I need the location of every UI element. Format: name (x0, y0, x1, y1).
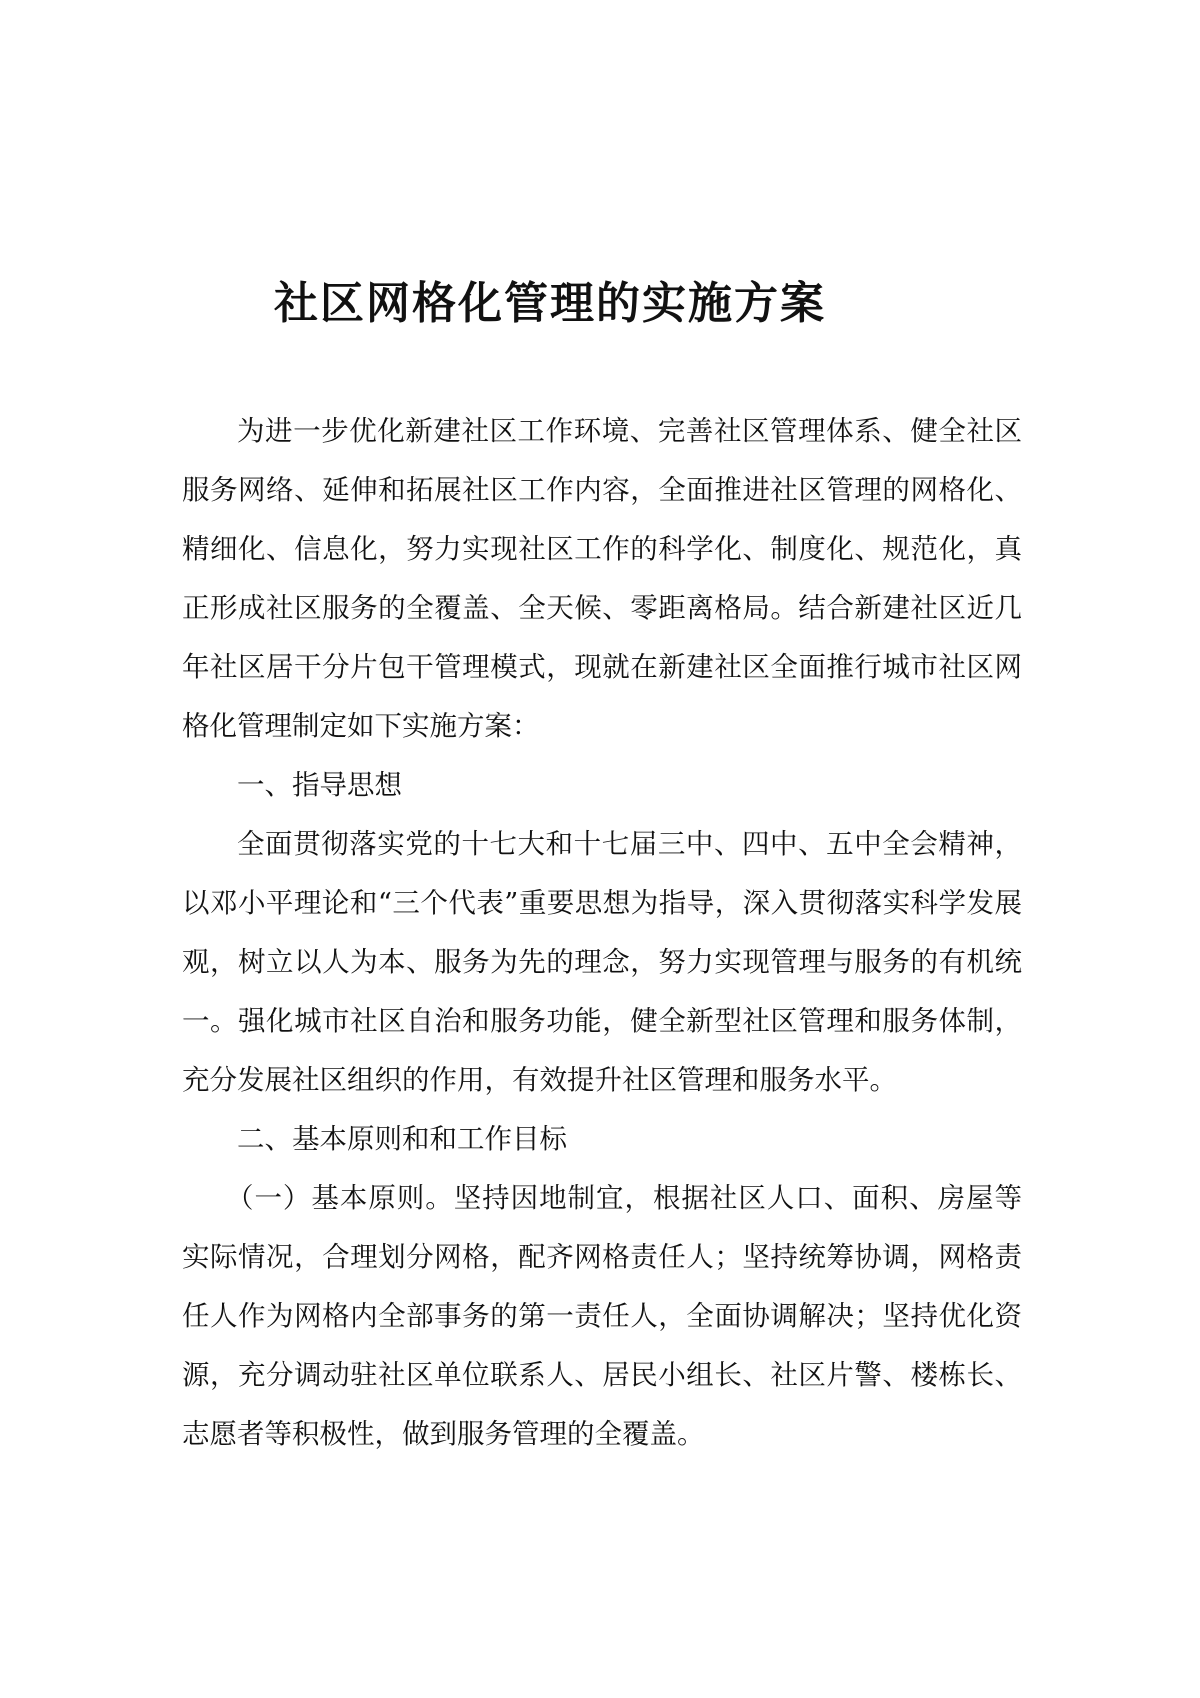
section-heading-guiding-ideology: 一、指导思想 (237, 769, 402, 801)
basic-principles-paragraph: （一）基本原则。坚持因地制宜，根据社区人口、面积、房屋等实际情况，合理划分网格，配齐网格责任人；坚持统筹协调，网格责任人作为网格内全部事务的第一责任人，全面协调解决；坚持优化资源，充分调动驻社区单位联系人、居民小组长、社区片警、楼栋长、志愿者等积极性，做到服务管理的全覆盖。 (182, 1182, 1022, 1450)
intro-paragraph: 为进一步优化新建社区工作环境、完善社区管理体系、健全社区服务网络、延伸和拓展社区工作内容，全面推进社区管理的网格化、精细化、信息化，努力实现社区工作的科学化、制度化、规范化，真正形成社区服务的全覆盖、全天候、零距离格局。结合新建社区近几年社区居干分片包干管理模式，现就在新建社区全面推行城市社区网格化管理制定如下实施方案： (182, 415, 1022, 742)
guiding-ideology-paragraph: 全面贯彻落实党的十七大和十七届三中、四中、五中全会精神，以邓小平理论和“三个代表”重要思想为指导，深入贯彻落实科学发展观，树立以人为本、服务为先的理念，努力实现管理与服务的有机统一。强化城市社区自治和服务功能，健全新型社区管理和服务体制，充分发展社区组织的作用，有效提升社区管理和服务水平。 (182, 828, 1022, 1096)
document-title: 社区网格化管理的实施方案 (274, 278, 826, 329)
document-body (182, 402, 1022, 1464)
section-heading-principles-goals: 二、基本原则和和工作目标 (237, 1123, 567, 1155)
